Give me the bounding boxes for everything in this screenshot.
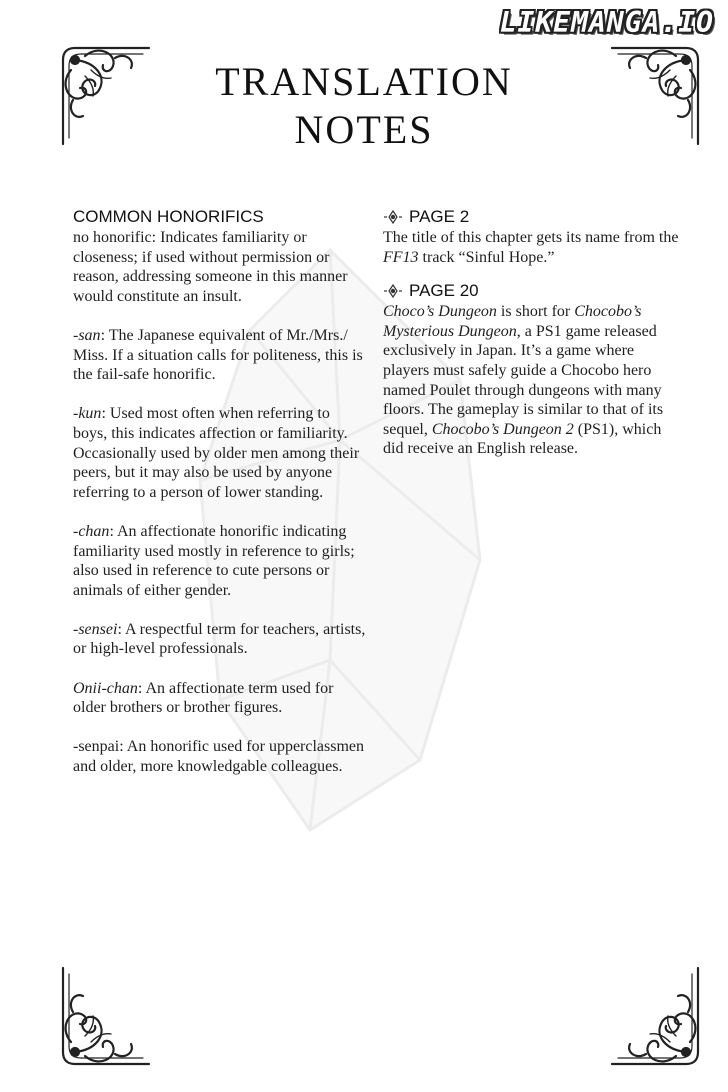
note-heading-label: PAGE 2 [409,207,470,226]
honorific-senpai [73,737,368,776]
honorific-term: -kun [73,405,102,423]
page-notes-column [383,206,683,472]
note-text: is short for [496,303,575,321]
crystal-marker-icon [383,209,403,225]
note-italic: FF13 [383,248,419,266]
note-text: track “Sinful Hope.” [418,248,555,266]
page-title-line-2: NOTES [294,107,434,152]
honorifics-column [73,206,368,777]
honorific-none [73,228,368,306]
honorific-text: no honorific: Indicates familiarity or closeness; if used without permission or reason, addressing someone in this manner would constitute an insult. [73,229,348,305]
honorific-text: : The Japanese equivalent of Mr./Mrs./ Miss. If a situation calls for politeness, this is the fail-safe honorific. [73,326,363,384]
honorific-text: : An affectionate honorific indicating familiarity used mostly in reference to girls; also used in reference to cute persons or animals of either gender. [73,522,355,599]
note-italic: Chocobo’s Dungeon 2 [431,420,574,438]
honorific-chan [73,522,368,600]
note-italic: Choco’s Dungeon [383,303,497,321]
honorific-text: : An affectionate term used for older brothers or brother figures. [73,679,334,717]
honorific-san [73,326,368,385]
crystal-marker-icon [383,283,403,299]
honorific-text: : A respectful term for teachers, artists, or high-level professionals. [73,620,366,658]
honorific-term: Onii-chan [73,679,138,697]
honorific-term: -sensei [73,620,118,638]
note-text: (PS1), which did receive an English release. [383,420,662,458]
note-text: The title of this chapter gets its name from the [383,229,679,246]
honorific-onii-chan [73,679,368,718]
ornate-flourish-icon [606,962,706,1072]
honorific-text: : Used most often when referring to boys, this indicates affection or familiarity. Occasionally used by older men among their peers, but it may also be used by anyone referring to a person of lower standing. [73,405,360,501]
note-heading-label: PAGE 20 [409,281,479,301]
note-page-2 [383,206,683,267]
honorific-kun [73,404,368,502]
note-heading [383,280,683,302]
honorific-text: -senpai: An honorific used for upperclassmen and older, more knowledgable colleagues. [73,738,365,776]
honorific-term: -san [73,326,101,344]
note-heading [383,206,683,228]
note-italic: Chocobo’s Mysterious Dungeon [383,303,642,340]
note-body [383,302,683,459]
honorific-sensei [73,620,368,659]
honorifics-heading: COMMON HONORIFICS [73,207,264,226]
note-page-20 [383,280,683,459]
note-text: , a PS1 game released exclusively in Japan. It’s a game where players must safely guide a Chocobo hero named Poulet through dungeons with many floors. The gameplay is similar to that of its sequel, [383,322,664,438]
ornate-flourish-icon [55,962,155,1072]
honorific-term: -chan [73,522,110,540]
page-title-line-1: TRANSLATION [215,59,513,104]
page-title [0,58,728,154]
site-watermark: LIKEMANGA.IO [499,6,714,39]
note-body [383,228,683,267]
